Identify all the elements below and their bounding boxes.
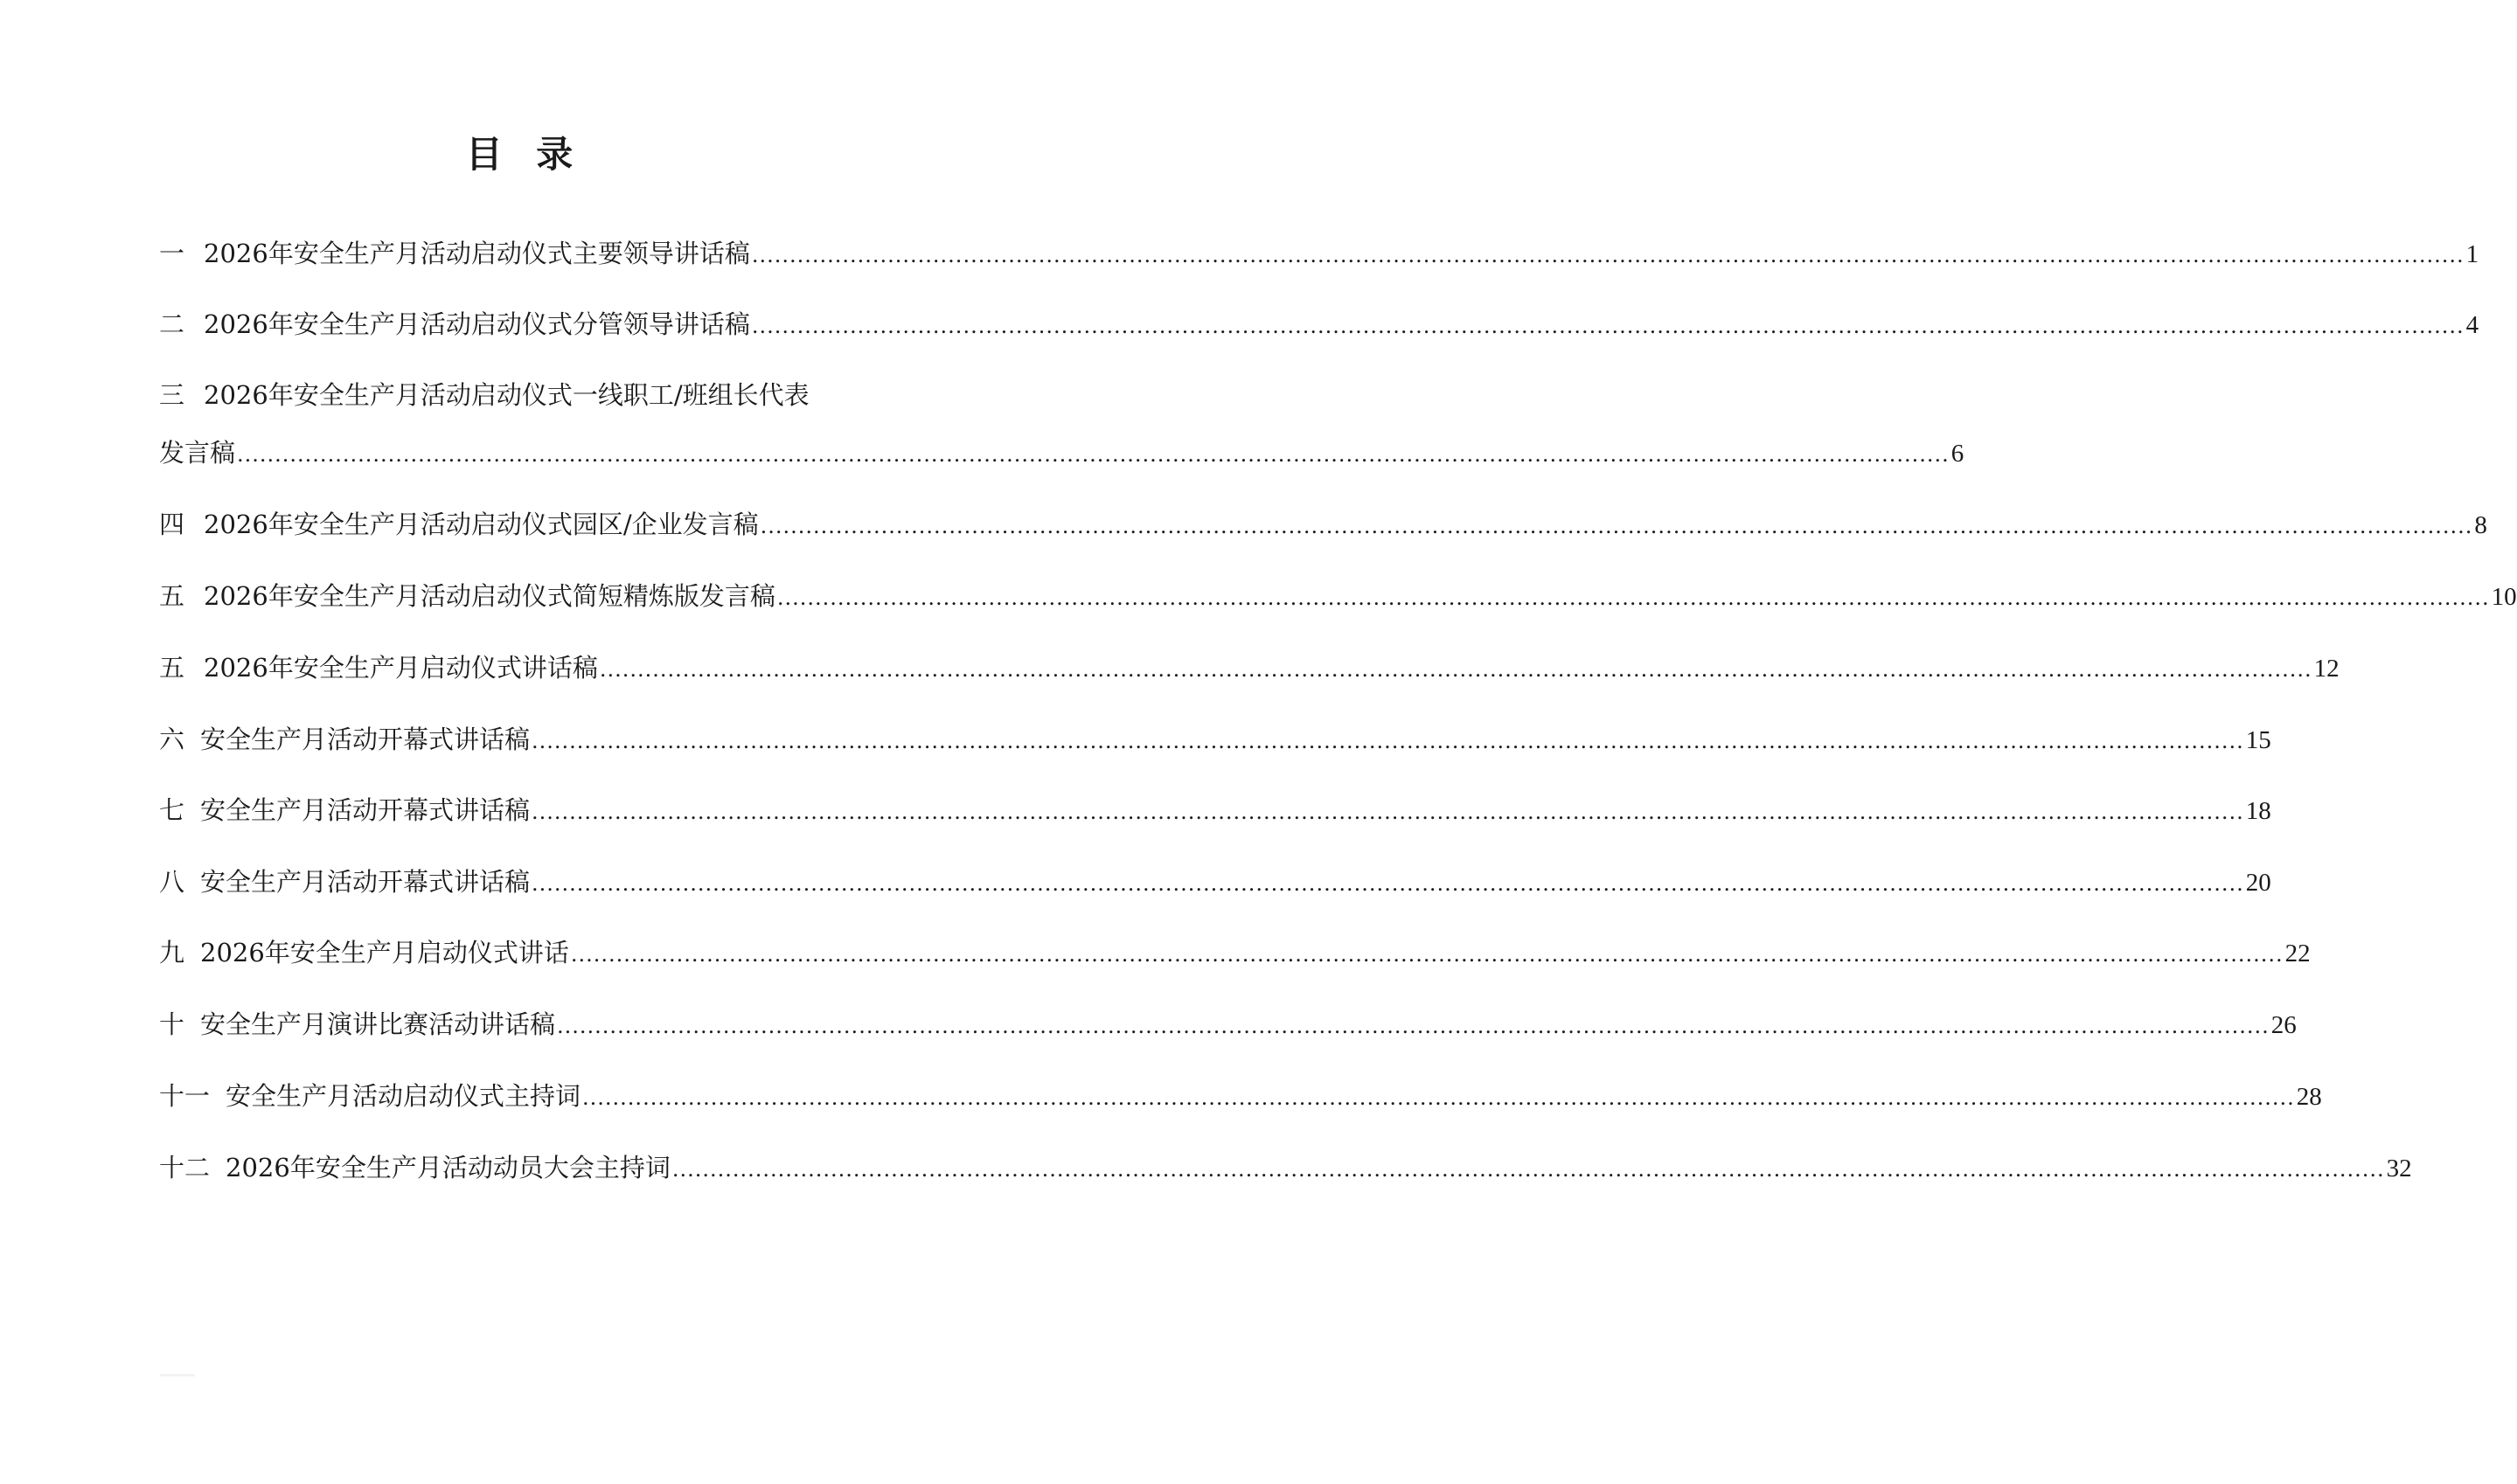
- toc-entry-number: 十: [159, 1009, 185, 1039]
- toc-entry-number: 十二: [159, 1153, 211, 1182]
- faint-page-mark: [160, 1374, 195, 1377]
- toc-entry-number: 三: [159, 380, 185, 410]
- dot-leader: [532, 724, 2244, 759]
- dot-leader: [532, 794, 2244, 829]
- toc-entry-number: 六: [159, 725, 185, 754]
- toc-entry-title: 2026年安全生产月活动启动仪式园区/企业发言稿: [204, 510, 759, 539]
- toc-entry-12[interactable]: [159, 1078, 2322, 1115]
- toc-entry-6[interactable]: [159, 650, 2340, 687]
- toc-entry-title-line2: 发言稿: [159, 438, 236, 468]
- toc-entry-number: 四: [159, 510, 185, 539]
- toc-entry-title: 安全生产月活动启动仪式主持词: [226, 1081, 581, 1111]
- toc-entry-number: 二: [159, 309, 185, 339]
- toc-entry-title-line1: 2026年安全生产月活动启动仪式一线职工/班组长代表: [204, 380, 810, 410]
- toc-entry-7[interactable]: [159, 722, 2271, 759]
- toc-entry-number: 五: [159, 581, 185, 611]
- toc-entry-page: 15: [2245, 726, 2271, 754]
- dot-leader: [237, 437, 1950, 472]
- toc-entry-title: 2026年安全生产月活动启动仪式简短精炼版发言稿: [204, 581, 775, 611]
- toc-entry-page: 10: [2491, 583, 2517, 611]
- toc-entry-4[interactable]: [159, 507, 2487, 544]
- dot-leader: [777, 580, 2490, 615]
- toc-entry-page: 1: [2465, 240, 2479, 268]
- toc-entry-title: 安全生产月演讲比赛活动讲话稿: [200, 1009, 556, 1039]
- toc-entry-2[interactable]: [159, 307, 2479, 343]
- toc-entry-page: 26: [2270, 1011, 2297, 1039]
- toc-entry-title: 2026年安全生产月活动启动仪式分管领导讲话稿: [204, 309, 750, 339]
- toc-entry-page: 32: [2386, 1155, 2412, 1182]
- toc-entry-page: 20: [2245, 869, 2271, 897]
- toc-entry-number: 七: [159, 795, 185, 825]
- toc-entry-number: 十一: [159, 1081, 211, 1111]
- toc-entry-number: 九: [159, 938, 185, 967]
- dot-leader: [582, 1080, 2295, 1115]
- dot-leader: [752, 238, 2465, 273]
- toc-entry-11[interactable]: [159, 1007, 2297, 1044]
- toc-entry-title: 安全生产月活动开幕式讲话稿: [200, 725, 531, 754]
- toc-entry-8[interactable]: [159, 793, 2271, 829]
- dot-leader: [532, 866, 2244, 901]
- dot-leader: [752, 309, 2465, 343]
- dot-leader: [672, 1152, 2385, 1187]
- toc-entry-title: 安全生产月活动开幕式讲话稿: [200, 867, 531, 897]
- toc-entry-1[interactable]: [159, 236, 2479, 273]
- toc-entry-page: 8: [2474, 511, 2487, 539]
- toc-entry-title: 2026年安全生产月活动动员大会主持词: [226, 1153, 671, 1182]
- toc-entry-page: 28: [2296, 1083, 2322, 1111]
- toc-entry-3[interactable]: [159, 378, 1964, 472]
- toc-entry-9[interactable]: [159, 864, 2271, 901]
- toc-entry-page: 22: [2284, 940, 2311, 967]
- toc-entry-title: 2026年安全生产月启动仪式讲话稿: [204, 653, 598, 683]
- toc-entry-page: 6: [1950, 440, 1964, 468]
- dot-leader: [557, 1009, 2270, 1044]
- toc-entry-5[interactable]: [159, 579, 2517, 615]
- toc-entry-page: 18: [2245, 797, 2271, 825]
- toc-entry-number: 五: [159, 653, 185, 683]
- toc-entry-number: 一: [159, 239, 185, 268]
- toc-entry-page: 12: [2313, 655, 2340, 683]
- toc-entry-page: 4: [2465, 311, 2479, 339]
- toc-entry-13[interactable]: [159, 1150, 2412, 1187]
- dot-leader: [600, 652, 2312, 687]
- toc-entry-title: 2026年安全生产月启动仪式讲话: [200, 938, 569, 967]
- dot-leader: [571, 937, 2284, 972]
- page-title: 目 录: [465, 133, 584, 176]
- dot-leader: [761, 509, 2473, 544]
- toc-entry-title: 2026年安全生产月活动启动仪式主要领导讲话稿: [204, 239, 750, 268]
- toc-entry-10[interactable]: [159, 935, 2311, 972]
- toc-entry-number: 八: [159, 867, 185, 897]
- toc-entry-title: 安全生产月活动开幕式讲话稿: [200, 795, 531, 825]
